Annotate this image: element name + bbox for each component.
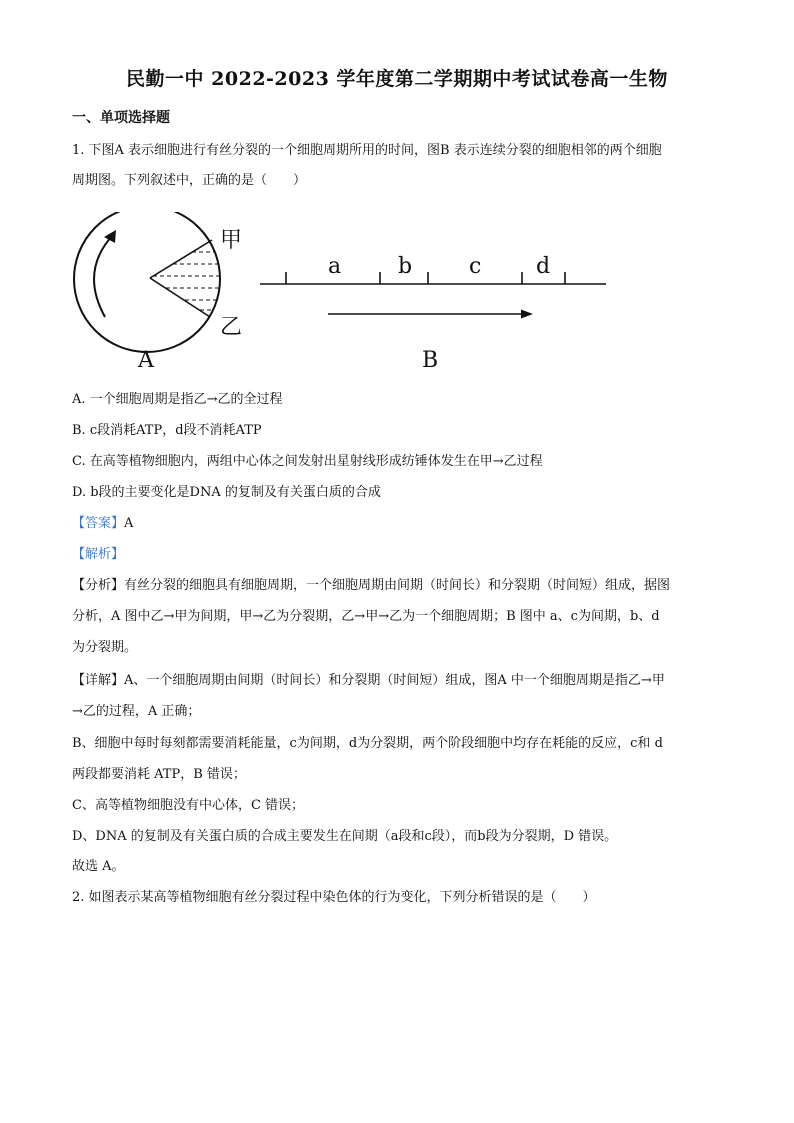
analysis-tag: 【分析】 <box>72 578 125 593</box>
option-b: B. c段消耗ATP，d段不消耗ATP <box>72 423 262 438</box>
label-figure-a: A <box>138 348 154 373</box>
q1-stem-line2: 周期图。下列叙述中，正确的是（ ） <box>72 173 307 188</box>
cycle-circle <box>74 212 220 352</box>
q2-stem: 2. 如图表示某高等植物细胞有丝分裂过程中染色体的行为变化，下列分析错误的是（ ） <box>72 890 596 905</box>
option-d: D. b段的主要变化是DNA 的复制及有关蛋白质的合成 <box>72 485 381 500</box>
detail-tag: 【详解】 <box>72 673 125 688</box>
label-figure-b: B <box>422 348 439 373</box>
page-title: 民勤一中 2022-2023 学年度第二学期期中考试试卷高一生物 <box>126 68 668 90</box>
answer-line <box>72 514 133 534</box>
label-jia: 甲 <box>220 228 243 253</box>
sector-line-yi <box>150 278 210 317</box>
explain-line <box>72 545 124 565</box>
section-heading: 一、单项选择题 <box>72 110 170 126</box>
answer-tag: 【答案】 <box>72 516 125 531</box>
label-yi: 乙 <box>220 315 243 340</box>
detail-line-2: →乙的过程，A 正确； <box>72 704 201 719</box>
analysis-line-2: 分析，A 图中乙→甲为间期，甲→乙为分裂期，乙→甲→乙为一个细胞周期；B 图中 a、c为间期，b、d <box>72 609 660 624</box>
q1-stem-line1: 1. 下图A 表示细胞进行有丝分裂的一个细胞周期所用的时间，图B 表示连续分裂的细胞相邻的两个细胞 <box>72 143 662 158</box>
answer-value: A <box>124 516 134 531</box>
analysis-text-1: 有丝分裂的细胞具有细胞周期，一个细胞周期由间期（时间长）和分裂期（时间短）组成，据图 <box>124 578 671 593</box>
detail-line-4: 两段都要消耗 ATP，B 错误； <box>72 767 246 782</box>
detail-line-3: B、细胞中每时每刻都需要消耗能量，c为间期，d为分裂期，两个阶段细胞中均存在耗能的反应，c和 d <box>72 736 663 751</box>
analysis-line-1 <box>72 576 670 596</box>
detail-text-1: A、一个细胞周期由间期（时间长）和分裂期（时间短）组成，图A 中一个细胞周期是指乙→甲 <box>124 673 665 688</box>
label-d: d <box>536 254 551 279</box>
detail-line-5: C、高等植物细胞没有中心体，C 错误； <box>72 798 305 813</box>
cycle-arrowhead <box>104 230 116 243</box>
label-c: c <box>469 254 482 279</box>
detail-line-6: D、DNA 的复制及有关蛋白质的合成主要发生在间期（a段和c段），而b段为分裂期，D 错误。 <box>72 829 618 844</box>
cell-cycle-figure <box>60 212 640 382</box>
analysis-line-3: 为分裂期。 <box>72 640 138 655</box>
sector-line-jia <box>150 240 212 278</box>
option-c: C. 在高等植物细胞内，两组中心体之间发射出星射线形成纺锤体发生在甲→乙过程 <box>72 454 543 469</box>
label-a: a <box>328 254 342 279</box>
explain-tag: 【解析】 <box>72 547 125 562</box>
direction-arrowhead <box>521 310 533 319</box>
detail-line-1 <box>72 671 665 691</box>
detail-line-7: 故选 A。 <box>72 859 125 874</box>
label-b: b <box>398 254 413 279</box>
cycle-arrow <box>94 236 112 317</box>
option-a: A. 一个细胞周期是指乙→乙的全过程 <box>72 392 283 407</box>
